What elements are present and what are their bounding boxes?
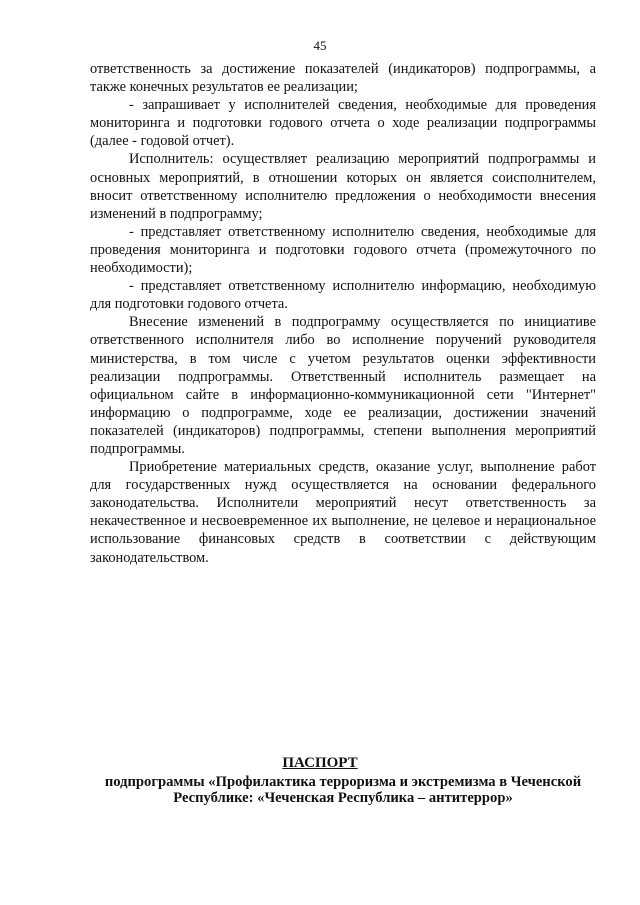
paragraph: Исполнитель: осуществляет реализацию мероприятий подпрограммы и основных мероприятий, в отношении которых он является соисполнителем, вносит ответственному исполнителю предложения о необходимости внесения изменений в подпрограмму;: [90, 151, 596, 222]
passport-subtitle: подпрограммы «Профилактика терроризма и экстремизма в Чеченской Республике: «Чеченская Республика – антитеррор»: [104, 774, 582, 806]
paragraph: - представляет ответственному исполнителю сведения, необходимые для проведения мониторинга и подготовки годового отчета (промежуточного по необходимости);: [90, 223, 596, 277]
page-number: 45: [313, 38, 327, 53]
paragraph: Приобретение материальных средств, оказание услуг, выполнение работ для государственных нужд осуществляется на основании федерального законодательства. Исполнители мероприятий несут ответственность за некачественное и несвоевременное их выполнение, не целевое и нерациональное использование финансовых средств в соответствии с действующим законодательством.: [90, 459, 596, 566]
passport-title: ПАСПОРТ: [282, 755, 358, 771]
paragraph: ответственность за достижение показателей (индикаторов) подпрограммы, а также конечных результатов ее реализации;: [90, 61, 596, 96]
body-text: [90, 60, 596, 567]
paragraph: - представляет ответственному исполнителю информацию, необходимую для подготовки годового отчета.: [90, 278, 596, 313]
paragraph: - запрашивает у исполнителей сведения, необходимые для проведения мониторинга и подготовки годового отчета о ходе реализации подпрограммы (далее - годовой отчет).: [90, 97, 596, 150]
paragraph: Внесение изменений в подпрограмму осуществляется по инициативе ответственного исполнителя либо во исполнение поручений руководителя министерства, в том числе с учетом результатов оценки эффективности реализации подпрограммы. Ответственный исполнитель размещает на официальном сайте в информационно-коммуникационной сети "Интернет" информацию о подпрограмме, ходе ее реализации, достижении значений показателей (индикаторов) подпрограммы, степени выполнения мероприятий подпрограммы.: [90, 314, 596, 457]
